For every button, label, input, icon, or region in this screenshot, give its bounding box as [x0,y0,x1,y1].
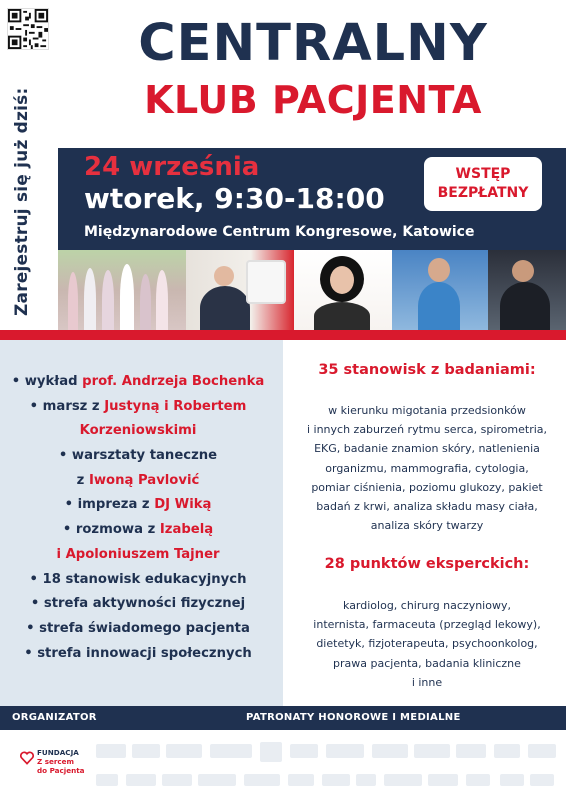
photo-trainer [488,250,566,330]
badge-line1: WSTĘP [455,166,511,182]
patron-logo [494,744,520,758]
stations-line: badań z krwi, analiza składu masy ciała, [316,500,538,514]
event-time: wtorek, 9:30-18:00 [84,182,385,215]
photo-athlete [392,250,488,330]
patron-logo [414,744,450,758]
patron-logo [500,774,524,786]
photo-portrait [294,250,392,330]
title-line1: CENTRALNY [138,14,488,73]
program-item-text: • marsz z [29,398,105,414]
program-item-text: • warsztaty taneczne [58,448,218,464]
patron-logo [528,744,556,758]
program-item-text: • 18 stanowisk edukacyjnych [29,571,247,587]
foundation-line2: Z sercem [37,757,75,766]
patron-logo [466,774,490,786]
program-item-text: • strefa aktywności fizycznej [30,596,246,612]
patron-logo [132,744,160,758]
stations-line: i innych zaburzeń rytmu serca, spirometria, [306,423,548,437]
program-item [0,518,276,543]
program-item [0,370,276,395]
program-item-text: Izabelą [159,522,214,538]
patron-logo [384,774,422,786]
red-divider [0,330,566,340]
patron-logo [162,774,192,786]
experts-line: i inne [411,675,443,689]
program-item-text: z [76,472,89,488]
program-item-text: Iwoną Pavlović [88,472,200,488]
program-item-text: DJ Wiką [154,497,212,513]
photo-strip [58,250,566,330]
program-item [0,568,276,593]
program-item [0,419,276,444]
patron-logo [356,774,376,786]
event-venue: Międzynarodowe Centrum Kongresowe, Katowice [84,224,475,240]
patron-logo [96,744,126,758]
event-date: 24 września [84,152,260,182]
foundation-line1: FUNDACJA [37,748,79,757]
program-item-text: i Apoloniuszem Tajner [56,546,220,562]
program-item [0,592,276,617]
stations-line: organizmu, mammografia, cytologia, [325,461,529,475]
photo-march [58,250,186,330]
experts-line: prawa pacjenta, badania kliniczne [333,656,521,670]
program-item [0,642,276,667]
patron-logo [372,744,408,758]
patron-logo [166,744,202,758]
patron-logo [428,774,458,786]
patron-logo [456,744,486,758]
experts-heading: 28 punktów eksperckich: [324,556,530,572]
patron-logo [198,774,236,786]
patron-logo [96,774,118,786]
badge-line2: BEZPŁATNY [437,185,529,201]
stations-line: analiza skóry twarzy [370,519,484,533]
qr-code[interactable] [7,8,49,50]
logos-area [0,730,566,800]
program-item [0,543,276,568]
program-item [0,395,276,420]
experts-line: dietetyk, fizjoterapeuta, psychoonkolog, [316,637,538,651]
program-list [0,370,276,666]
stations-line: pomiar ciśnienia, poziomu glukozy, pakiet [311,480,543,494]
program-item-text: • impreza z [64,497,155,513]
patron-logo [288,774,314,786]
stations-heading: 35 stanowisk z badaniami: [318,362,536,378]
patron-logo [126,774,156,786]
patron-logo [322,774,350,786]
program-item-text: prof. Andrzeja Bochenka [82,374,265,389]
experts-text [296,596,558,692]
title-line2: KLUB PACJENTA [144,78,482,122]
patron-logo [260,742,282,762]
qr-code-icon [8,9,48,49]
program-item [0,444,276,469]
stations-line: w kierunku migotania przedsionków [328,404,526,417]
program-item [0,493,276,518]
program-item [0,617,276,642]
heart-icon [20,751,34,765]
stations-text [296,401,558,535]
photo-speaker [186,250,294,330]
organizer-label: ORGANIZATOR [12,712,97,723]
patron-logo [210,744,252,758]
patronage-label: PATRONATY HONOROWE I MEDIALNE [246,712,461,723]
program-item-text: • strefa świadomego pacjenta [26,620,250,636]
patron-logo [326,744,364,758]
stations-line: EKG, badanie znamion skóry, natlenienia [314,442,540,456]
experts-line: kardiolog, chirurg naczyniowy, [343,599,511,612]
foundation-line3: do Pacjenta [37,766,85,775]
register-vertical-text: Zarejestruj się już dziś: [12,87,32,316]
program-item-text: • wykład [11,374,83,389]
experts-line: internista, farmaceuta (przegląd lekowy), [313,618,541,632]
program-item-text: • strefa innowacji społecznych [24,645,252,661]
foundation-logo [37,748,85,775]
patron-logo [290,744,318,758]
program-item-text: Justyną i Robertem [104,398,247,414]
program-item-text: • rozmowa z [62,522,160,538]
program-item [0,469,276,494]
patron-logo [530,774,554,786]
free-entry-badge [424,157,542,211]
program-item-text: Korzeniowskimi [79,423,197,439]
patron-logo [244,774,280,786]
